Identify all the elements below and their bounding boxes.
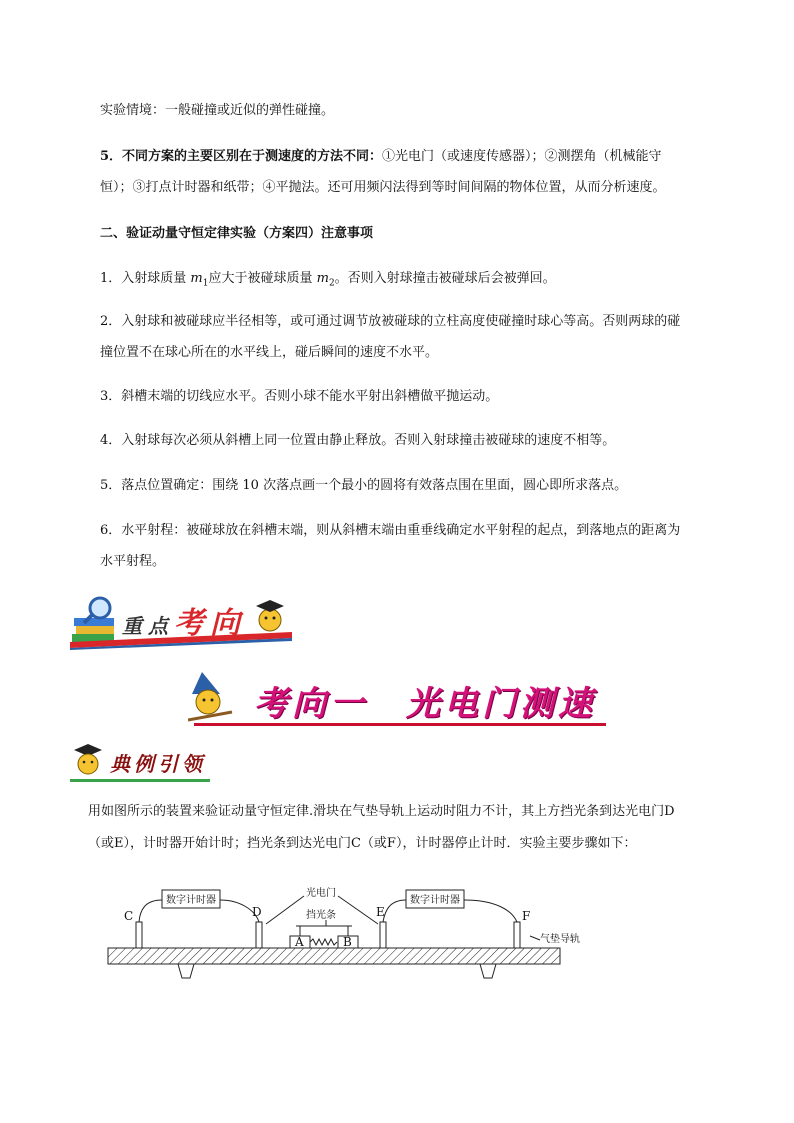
- label-a: A: [295, 935, 304, 949]
- strip-label: 挡光条: [306, 910, 336, 921]
- air-track-diagram: [100, 880, 580, 980]
- note-6-line2: 水平射程。: [100, 554, 166, 569]
- label-f: F: [522, 909, 531, 923]
- gate-pointer-right: [338, 896, 378, 924]
- paragraph-5-line1: ①光电门（或速度传感器）；②测摆角（机械能守: [382, 149, 662, 164]
- note-5-text: 5．落点位置确定：围绕 10 次落点画一个最小的圆将有效落点围在里面，圆心即所求落点。: [100, 478, 628, 493]
- paragraph-5-cont: [100, 172, 725, 203]
- gate-d: [256, 922, 262, 948]
- direction-one-title: 考向一 光电门测速: [254, 684, 596, 724]
- track-label: 气垫导轨: [540, 934, 580, 945]
- note-1-c: 。否则入射球撞击被碰球后会被弹回。: [334, 271, 556, 286]
- note-1-a: 1．入射球质量: [100, 271, 191, 286]
- note-4: [100, 425, 725, 456]
- paragraph-5-bold: 5．不同方案的主要区别在于测速度的方法不同：: [100, 149, 383, 164]
- m2-sub: 2: [328, 278, 335, 289]
- example-lead-title: 典例引领: [110, 752, 206, 776]
- air-track: [108, 948, 560, 964]
- gate-pointer-left: [266, 896, 304, 924]
- m1-symbol: m: [190, 271, 203, 286]
- m1-sub: 1: [202, 278, 209, 289]
- key-direction-title-a: 重点: [122, 614, 174, 638]
- wire-right-f: [464, 900, 517, 922]
- note-6-cont: [100, 546, 725, 577]
- paragraph-situation: [100, 95, 725, 126]
- note-1: [100, 263, 725, 300]
- note-5: [100, 470, 725, 501]
- situation-text: 实验情境：一般碰撞或近似的弹性碰撞。: [100, 103, 335, 118]
- direction-one-banner: [188, 668, 606, 730]
- note-4-text: 4．入射球每次必须从斜槽上同一位置由静止释放。否则入射球撞击被碰球的速度不相等。: [100, 433, 616, 448]
- spring: [310, 939, 337, 945]
- track-pointer: [530, 936, 540, 940]
- gate-f: [514, 922, 520, 948]
- graduate-bulb-icon: [250, 596, 290, 636]
- gate-e: [380, 922, 386, 948]
- note-6-line1: 6．水平射程：被碰球放在斜槽末端，则从斜槽末端由重垂线确定水平射程的起点，到落地点的距离为: [100, 523, 681, 538]
- paragraph-5: [100, 141, 725, 172]
- example-text-2: （或E），计时器开始计时；挡光条到达光电门C（或F），计时器停止计时．实验主要步骤如下：: [88, 836, 637, 851]
- gate-c: [136, 922, 142, 948]
- key-direction-title-b: 考向: [174, 606, 246, 641]
- label-c: C: [124, 909, 134, 923]
- timer-left-label: 数字计时器: [166, 895, 216, 906]
- section-heading: [100, 218, 725, 249]
- note-6: [100, 515, 725, 546]
- key-direction-banner: [70, 592, 292, 650]
- note-2-line1: 2．入射球和被碰球应半径相等，或可通过调节放被碰球的立柱高度使碰撞时球心等高。否则两球的碰: [100, 314, 681, 329]
- note-2: [100, 306, 725, 337]
- key-direction-title: [122, 598, 246, 642]
- label-b: B: [343, 935, 352, 949]
- example-line2: [88, 828, 713, 859]
- note-1-b: 应大于被碰球质量: [208, 271, 317, 286]
- label-e: E: [376, 905, 385, 919]
- wire-right-e: [383, 900, 406, 922]
- timer-right-label: 数字计时器: [410, 895, 460, 906]
- example-line1: [88, 796, 713, 827]
- wire-left-c: [139, 900, 162, 922]
- note-3-text: 3．斜槽末端的切线应水平。否则小球不能水平射出斜槽做平抛运动。: [100, 389, 499, 404]
- example-lead-banner: [70, 740, 210, 786]
- paragraph-5-line2: 恒）；③打点计时器和纸带；④平抛法。还可用频闪法得到等时间间隔的物体位置，从而分析速度。: [100, 180, 666, 195]
- track-leg-left: [178, 964, 194, 978]
- m2-symbol: m: [316, 271, 329, 286]
- note-3: [100, 381, 725, 412]
- section-heading-text: 二、验证动量守恒定律实验（方案四）注意事项: [100, 226, 374, 241]
- track-leg-right: [480, 964, 496, 978]
- note-2-cont: [100, 337, 725, 368]
- label-d: D: [252, 905, 262, 919]
- note-2-line2: 撞位置不在球心所在的水平线上，碰后瞬间的速度不水平。: [100, 345, 439, 360]
- example-text-1: 用如图所示的装置来验证动量守恒定律.滑块在气垫导轨上运动时阻力不计，其上方挡光条到达光电门D: [88, 804, 675, 819]
- gate-label: 光电门: [306, 888, 336, 899]
